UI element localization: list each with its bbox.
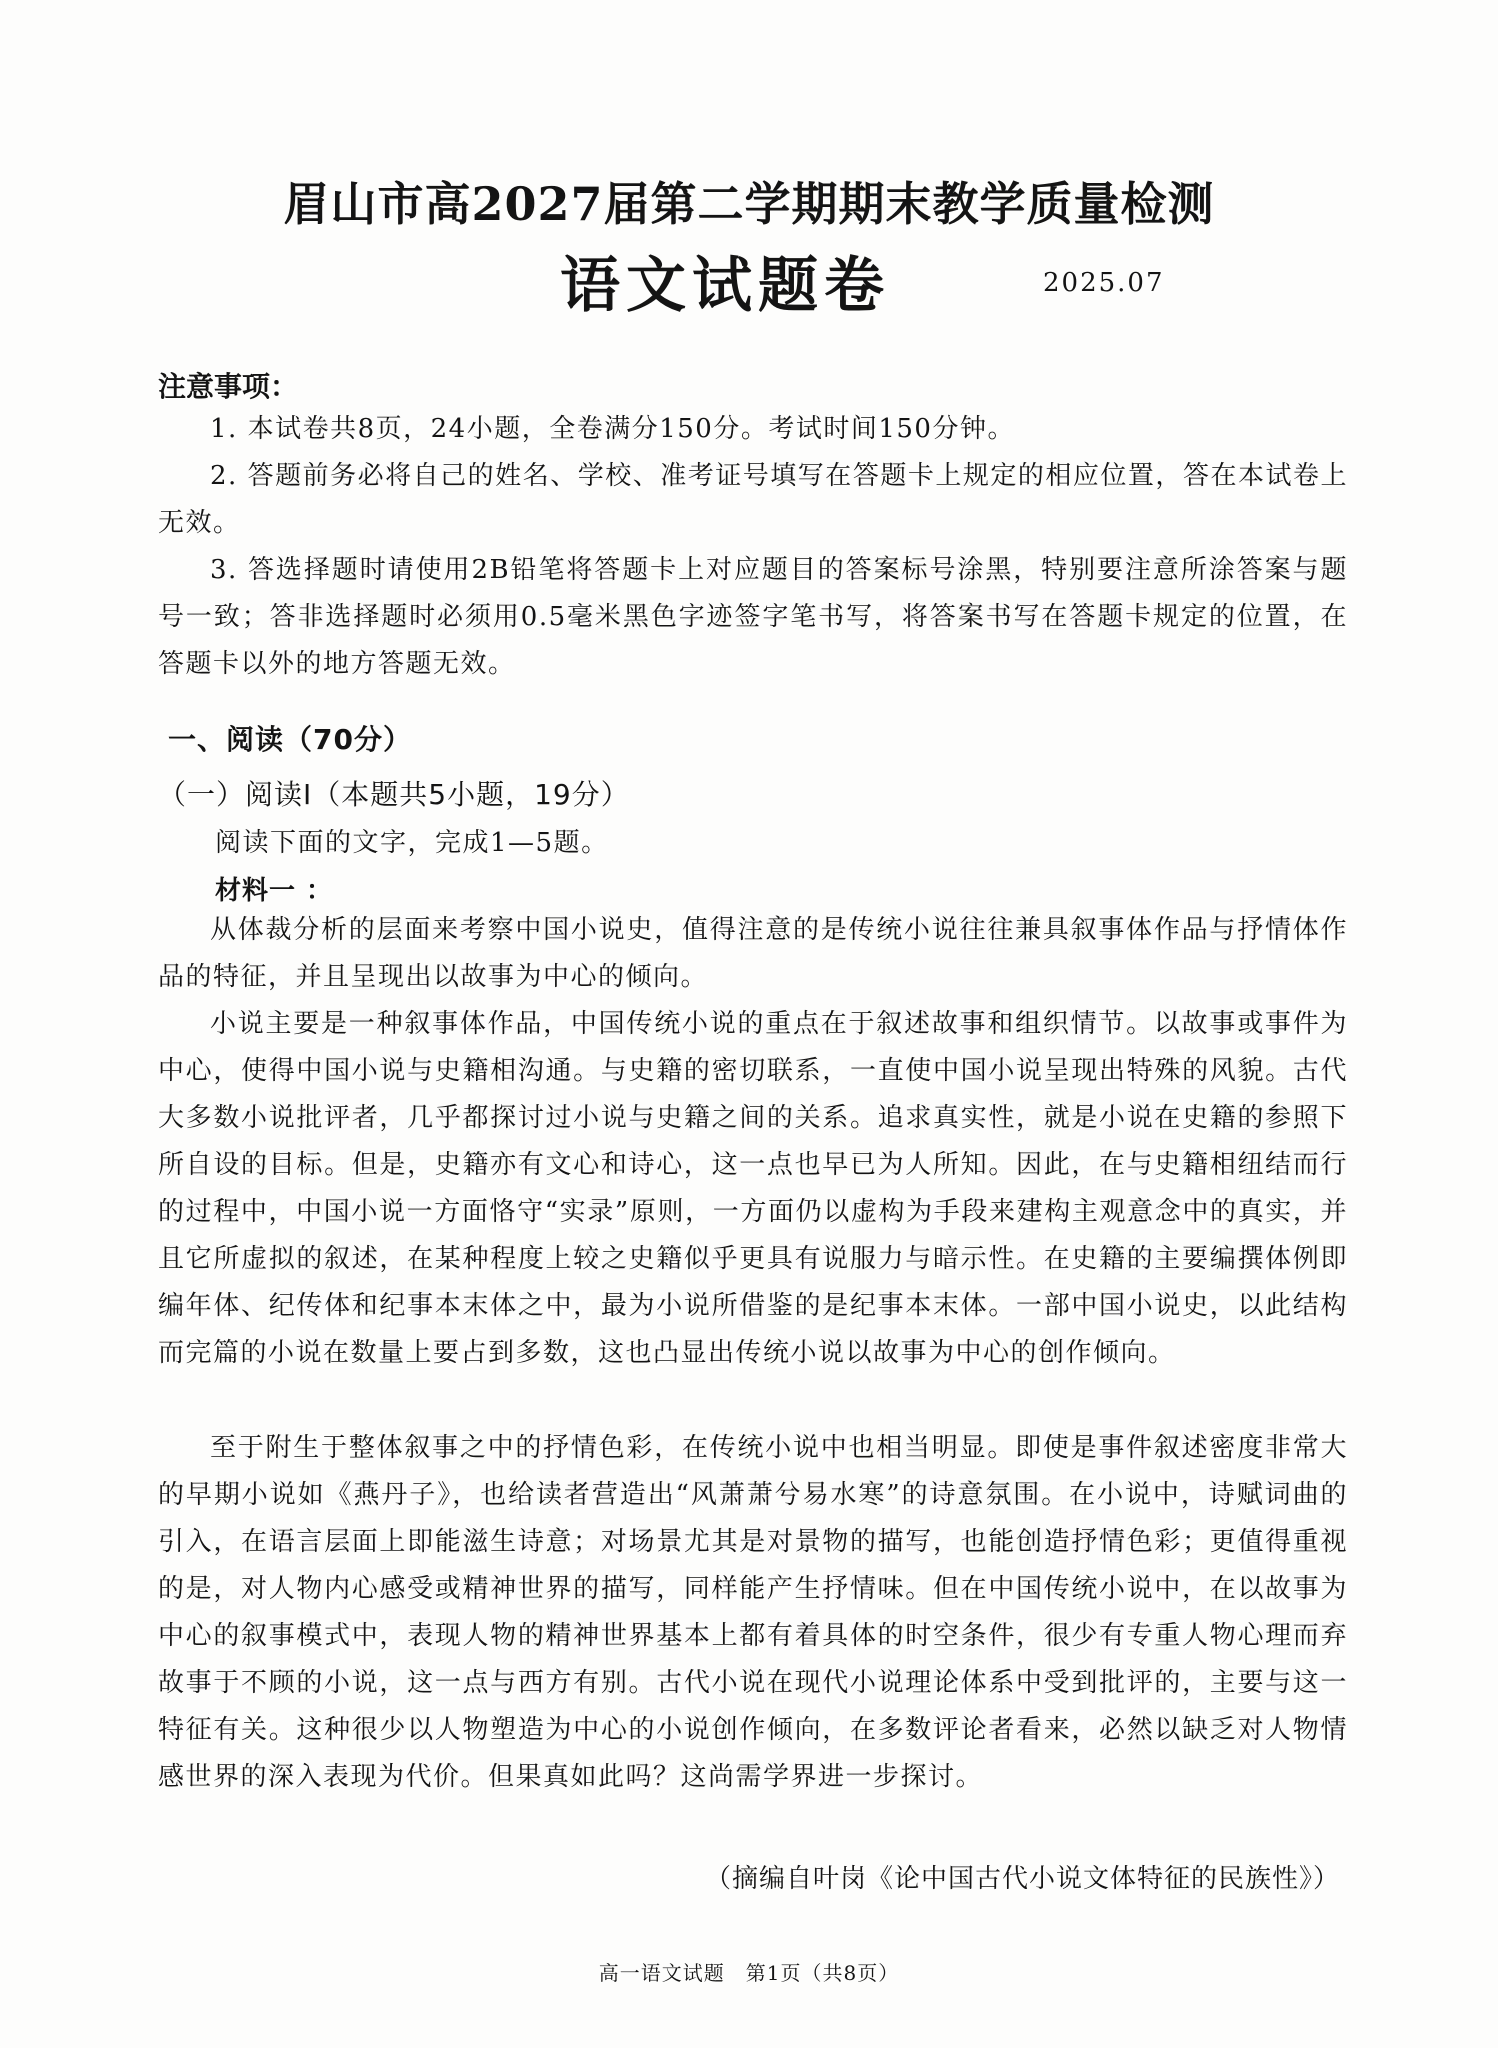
material-label: 材料一 ： [215,876,334,906]
section-heading: 一、阅读（70分） [168,723,412,756]
passage-paragraph: 小说主要是一种叙事体作品，中国传统小说的重点在于叙述故事和组织情节。以故事或事件为中心，使得中国小说与史籍相沟通。与史籍的密切联系，一直使中国小说呈现出特殊的风貌。古代大多数小说批评者，几乎都探讨过小说与史籍之间的关系。追求真实性，就是小说在史籍的参照下所自设的目标。但是，史籍亦有文心和诗心，这一点也早已为人所知。因此，在与史籍相纽结而行的过程中，中国小说一方面恪守“实录”原则，一方面仍以虚构为手段来建构主观意念中的真实，并且它所虚拟的叙述，在某种程度上较之史籍似乎更具有说服力与暗示性。在史籍的主要编撰体例即编年体、纪传体和纪事本末体之中，最为小说所借鉴的是纪事本末体。一部中国小说史，以此结构而完篇的小说在数量上要占到多数，这也凸显出传统小说以故事为中心的创作倾向。 [158,1009,1348,1368]
exam-title: 眉山市高2027届第二学期期末教学质量检测 [283,177,1215,231]
notice-item: 2. 答题前务必将自己的姓名、学校、准考证号填写在答题卡上规定的相应位置，答在本试卷上无效。 [158,461,1348,538]
notice-item: 1. 本试卷共8页，24小题，全卷满分150分。考试时间150分钟。 [210,414,1015,444]
source-citation: （摘编自叶岗《论中国古代小说文体特征的民族性》） [704,1864,1340,1894]
notice-title: 注意事项： [158,370,299,403]
passage-paragraph: 至于附生于整体叙事之中的抒情色彩，在传统小说中也相当明显。即使是事件叙述密度非常大的早期小说如《燕丹子》，也给读者营造出“风萧萧兮易水寒”的诗意氛围。在小说中，诗赋词曲的引入，在语言层面上即能滋生诗意；对场景尤其是对景物的描写，也能创造抒情色彩；更值得重视的是，对人物内心感受或精神世界的描写，同样能产生抒情味。但在中国传统小说中，在以故事为中心的叙事模式中，表现人物的精神世界基本上都有着具体的时空条件，很少有专重人物心理而弃故事于不顾的小说，这一点与西方有别。古代小说在现代小说理论体系中受到批评的，主要与这一特征有关。这种很少以人物塑造为中心的小说创作倾向，在多数评论者看来，必然以缺乏对人物情感世界的深入表现为代价。但果真如此吗？这尚需学界进一步探讨。 [158,1433,1348,1792]
exam-subtitle: 语文试题卷 [560,251,890,321]
passage-paragraph: 从体裁分析的层面来考察中国小说史，值得注意的是传统小说往往兼具叙事体作品与抒情体作品的特征，并且呈现出以故事为中心的倾向。 [158,915,1348,992]
instruction: 阅读下面的文字，完成1—5题。 [215,828,609,858]
exam-date: 2025.07 [1043,268,1165,298]
section-subheading: （一）阅读Ⅰ（本题共5小题，19分） [158,778,630,811]
page-footer: 高一语文试题 第1页（共8页） [598,1961,900,1985]
notice-item: 3. 答选择题时请使用2B铅笔将答题卡上对应题目的答案标号涂黑，特别要注意所涂答案与题号一致；答非选择题时必须用0.5毫米黑色字迹签字笔书写，将答案书写在答题卡规定的位置，在答题卡以外的地方答题无效。 [158,555,1348,679]
